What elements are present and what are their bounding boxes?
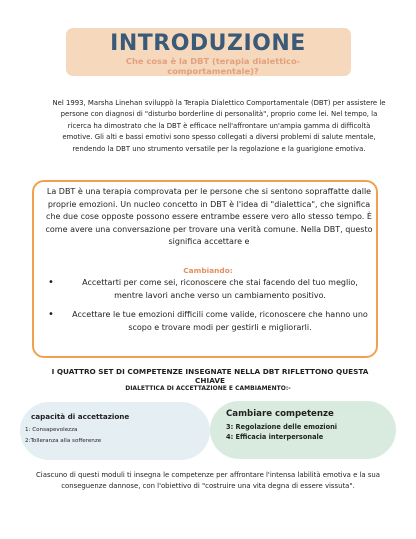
page-title: INTRODUZIONE bbox=[110, 31, 306, 56]
skills-heading: I QUATTRO SET DI COMPETENZE INSEGNATE NELLA DBT RIFLETTONO QUESTA CHIAVE bbox=[51, 367, 369, 385]
closing-paragraph: Ciascuno di questi moduli ti insegna le competenze per affrontare l'intensa labilità emotiva e la sua conseguenze dannose, con l'obiettivo di "costruire una vita degna di essere vissuta". bbox=[36, 471, 380, 491]
change-skill-item: 3: Regolazione delle emozioni bbox=[226, 423, 338, 431]
bullet-item: Accettarti per come sei, riconoscere che stai facendo del tuo meglio, mentre lavori anche verso un cambiamento positivo. bbox=[82, 278, 358, 300]
page-subtitle: Che cosa è la DBT (terapia dialettico-comportamentale)? bbox=[125, 56, 301, 76]
change-skills-list bbox=[226, 423, 346, 442]
acceptance-skills-title: capacità di accettazione bbox=[31, 412, 130, 421]
intro-paragraph: Nel 1993, Marsha Linehan sviluppò la Terapia Dialettico Comportamentale (DBT) per assistere le persone con diagnosi di "disturbo borderline di personalità", proprio come lei. Nel tempo, la ricerca ha dimostrato che la DBT è efficace nell'affrontare un'ampia gamma di difficoltà emotive. Gli alti e bassi emotivi sono spesso collegati a diversi problemi di salute mentale, rendendo la DBT uno strumento versatile per la regolazione e la guarigione emotiva. bbox=[52, 99, 386, 153]
cambiando-label: Cambiando: bbox=[183, 266, 233, 275]
dbt-definition-text: La DBT è una terapia comprovata per le persone che si sentono sopraffatte dalle proprie emozioni. Un nucleo concetto in DBT è l'idea di "dialettica", che significa che due cose opposte possono essere entrambe essere vero allo stesso tempo. È come avere una conversazione per trovare una verità comune. Nella DBT, questo significa accettare e bbox=[45, 187, 373, 247]
skills-subheading: DIALETTICA DI ACCETTAZIONE E CAMBIAMENTO:- bbox=[125, 385, 291, 392]
bullet-dot: • bbox=[48, 309, 54, 320]
bullet-item: Accettare le tue emozioni difficili come valide, riconoscere che hanno uno scopo e trovare modi per gestirli e migliorarli. bbox=[72, 310, 368, 332]
acceptance-skill-item: 2:Tolleranza alla sofferenze bbox=[25, 438, 102, 444]
change-skill-item: 4: Efficacia interpersonale bbox=[226, 432, 324, 441]
bullet-dot: • bbox=[48, 277, 54, 288]
acceptance-skill-item: 1: Consapevolezza bbox=[25, 427, 78, 433]
change-skills-title: Cambiare competenze bbox=[226, 409, 334, 419]
